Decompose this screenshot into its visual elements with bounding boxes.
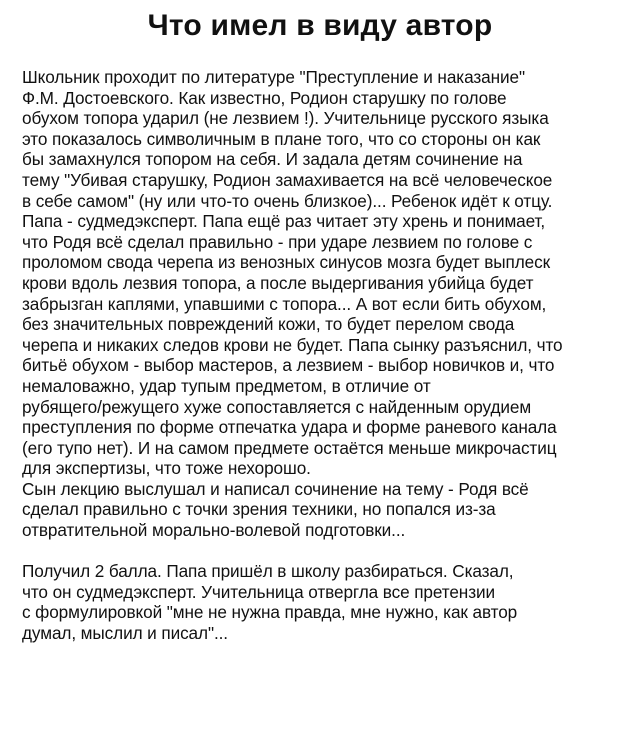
text-line: крови вдоль лезвия топора, а после выдергивания убийца будет bbox=[22, 272, 534, 293]
text-line: что он судмедэксперт. Учительница отвергла все претензии bbox=[22, 581, 495, 602]
text-line: это показалось символичным в плане того, что со стороны он как bbox=[22, 128, 541, 149]
text-line: сделал правильно с точки зрения техники, но попался из-за bbox=[22, 499, 496, 520]
text-line: тему "Убивая старушку, Родион замахивается на всё человеческое bbox=[22, 169, 553, 190]
text-line: черепа и никаких следов крови не будет. Папа сынку разъяснил, что bbox=[22, 334, 563, 355]
text-line: проломом свода черепа из венозных синусов мозга будет выплеск bbox=[22, 252, 551, 273]
text-line: немаловажно, удар тупым предметом, в отличие от bbox=[22, 375, 431, 396]
text-line: Получил 2 балла. Папа пришёл в школу разбираться. Сказал, bbox=[22, 561, 514, 582]
text-line: Сын лекцию выслушал и написал сочинение на тему - Родя всё bbox=[22, 478, 529, 499]
text-line: обухом топора ударил (не лезвием !). Учительнице русского языка bbox=[22, 108, 549, 129]
text-line: думал, мыслил и писал"... bbox=[22, 623, 228, 644]
text-line: для экспертизы, что тоже нехорошо. bbox=[22, 458, 311, 479]
paragraph-gap bbox=[22, 541, 632, 562]
text-line: что Родя всё сделал правильно - при ударе лезвием по голове с bbox=[22, 231, 533, 252]
text-line: Папа - судмедэксперт. Папа ещё раз читает эту хрень и понимает, bbox=[22, 211, 546, 232]
story-text bbox=[22, 67, 632, 644]
text-line: преступления по форме отпечатка удара и форме раневого канала bbox=[22, 417, 557, 438]
page-title: Что имел в виду автор bbox=[147, 9, 493, 42]
text-line: бы замахнулся топором на себя. И задала детям сочинение на bbox=[22, 149, 523, 170]
text-line: с формулировкой "мне не нужна правда, мне нужно, как автор bbox=[22, 602, 518, 623]
text-line: отвратительной морально-волевой подготовки... bbox=[22, 520, 406, 541]
text-line: без значительных повреждений кожи, то будет перелом свода bbox=[22, 314, 515, 335]
text-line: Школьник проходит по литературе "Преступление и наказание" bbox=[22, 67, 525, 87]
text-line: битьё обухом - выбор мастеров, а лезвием - выбор новичков и, что bbox=[22, 355, 555, 376]
text-line: забрызган каплями, упавшими с топора... А вот если бить обухом, bbox=[22, 293, 547, 314]
text-line: Ф.М. Достоевского. Как известно, Родион старушку по голове bbox=[22, 87, 507, 108]
text-line: рубящего/режущего хуже сопоставляется с найденным орудием bbox=[22, 396, 532, 417]
text-line: в себе самом" (ну или что-то очень близкое)... Ребенок идёт к отцу. bbox=[22, 190, 553, 211]
text-line: (его тупо нет). И на самом предмете остаётся меньше микрочастиц bbox=[22, 437, 557, 458]
